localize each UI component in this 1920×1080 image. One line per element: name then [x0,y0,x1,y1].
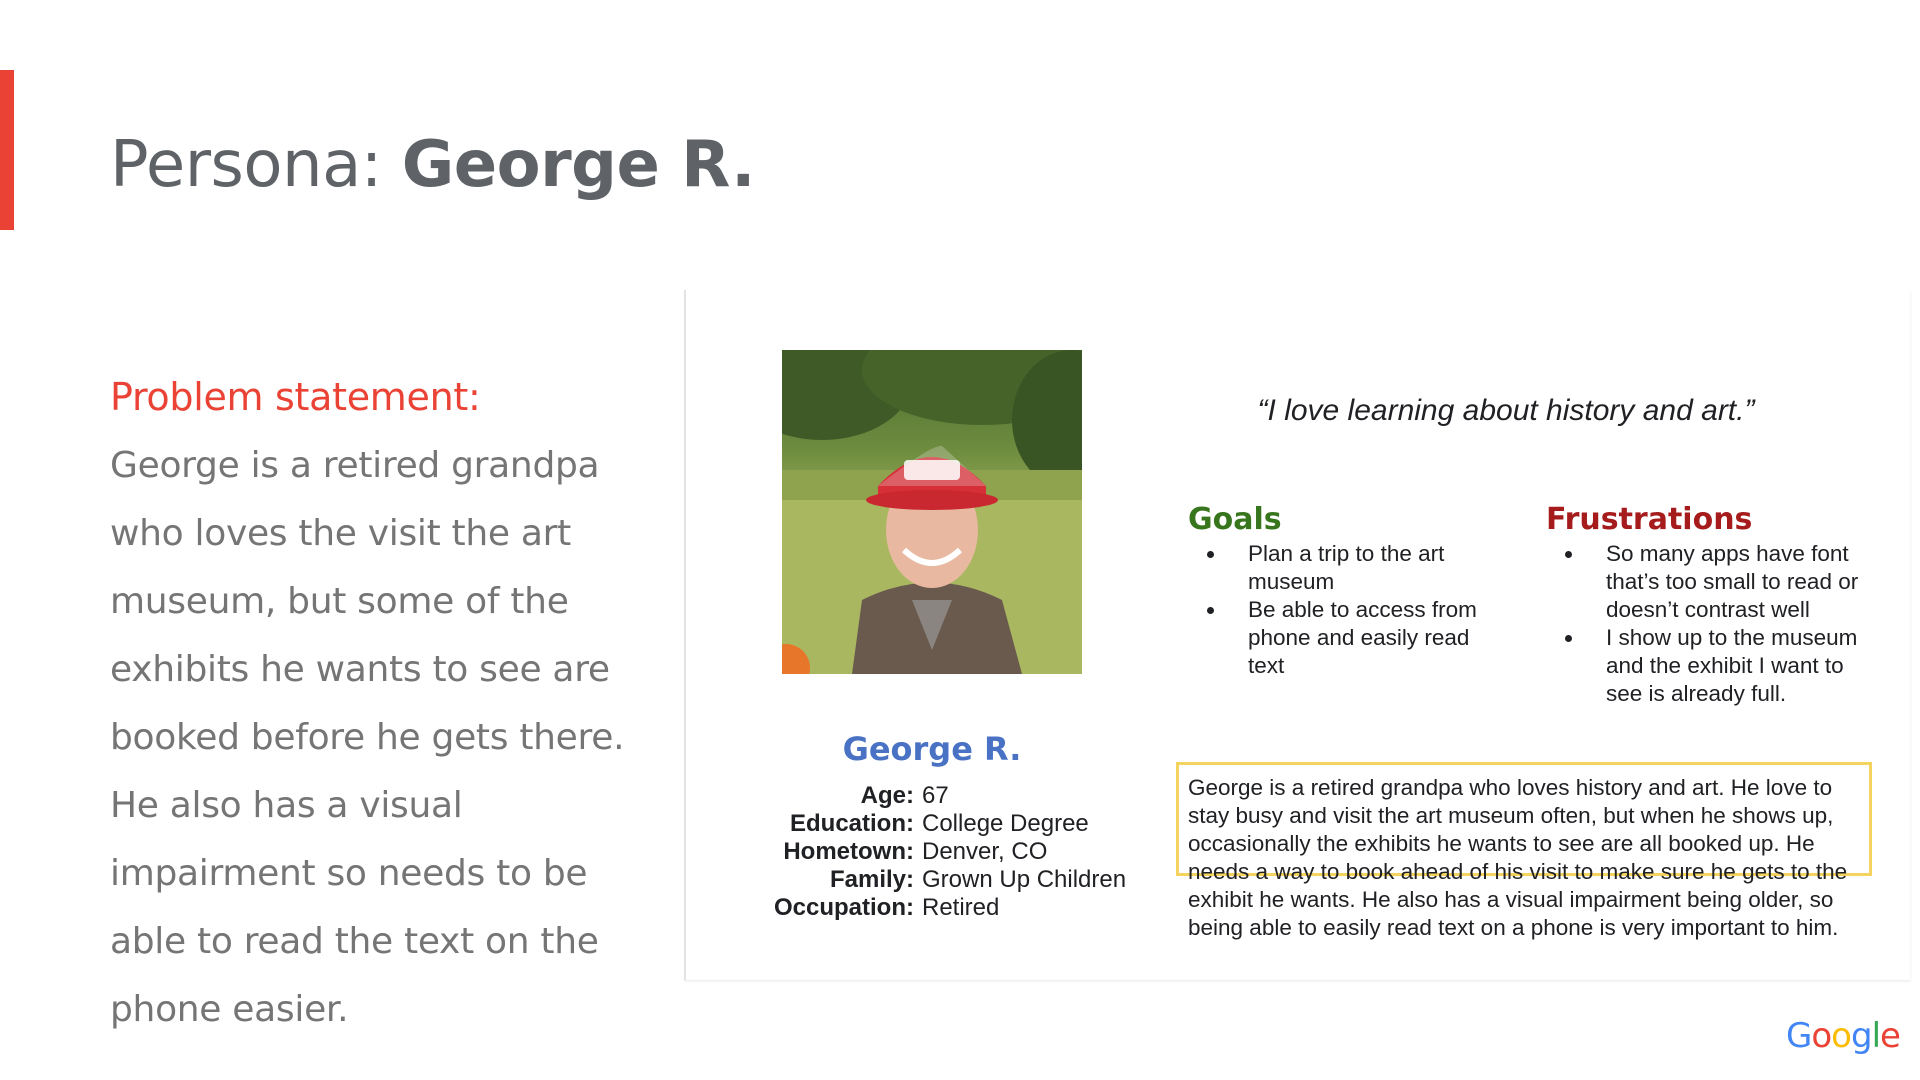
bio-row-education [746,810,1166,838]
persona-summary: George is a retired grandpa who loves history and art. He love to stay busy and visit the art museum often, but when he shows up, occasionally the exhibits he wants to see are all booked up. He needs a way to book ahead of his visit to make sure he gets to the exhibit he wants. He also has a visual impairment being older, so being able to easily read text on a phone is very important to him. [1188,775,1848,940]
bio-value: College Degree [922,810,1089,837]
google-logo [1786,1016,1900,1056]
accent-bar [0,70,14,230]
slide-title [110,128,755,202]
persona-quote: “I love learning about history and art.” [1257,394,1755,427]
logo-letter: o [1811,1016,1832,1056]
persona-card [684,290,1910,981]
frustrations-heading: Frustrations [1546,502,1753,537]
logo-letter: g [1850,1016,1872,1056]
bio-label: Family: [829,866,914,893]
list-item: Be able to access from phone and easily read text [1188,596,1488,680]
problem-heading: Problem statement: [110,375,481,419]
problem-body: George is a retired grandpa who loves the visit the art museum, but some of the exhibits he wants to see are booked before he gets there. He also has a visual impairment so needs to be able to read the text on the phone easier. [110,445,625,1030]
bio-row-occupation [746,894,1166,922]
bio-value: 67 [922,782,949,809]
bio-row-age [746,782,1166,810]
bio-label: Education: [790,810,914,837]
bio-label: Hometown: [783,838,914,865]
persona-photo [782,350,1082,674]
goals-list [1188,540,1488,680]
bio-value: Grown Up Children [922,866,1127,893]
problem-statement [110,366,650,1044]
list-item: So many apps have font that’s too small to read or doesn’t contrast well [1546,540,1866,624]
bio-label: Occupation: [773,894,914,921]
persona-bio [746,782,1166,922]
frustrations-list [1546,540,1866,708]
bio-row-hometown [746,838,1166,866]
bio-value: Retired [922,894,1000,921]
list-item: Plan a trip to the art museum [1188,540,1488,596]
logo-letter: e [1880,1016,1900,1056]
bio-label: Age: [860,782,914,809]
logo-letter: G [1786,1016,1812,1056]
title-name: George R. [401,128,755,202]
title-prefix: Persona: [110,128,402,202]
bio-value: Denver, CO [922,838,1048,865]
list-item: I show up to the museum and the exhibit I want to see is already full. [1546,624,1866,708]
logo-letter: l [1871,1016,1881,1056]
persona-name: George R. [842,730,1022,768]
bio-row-family [746,866,1166,894]
logo-letter: o [1831,1016,1851,1056]
goals-heading: Goals [1188,502,1282,537]
